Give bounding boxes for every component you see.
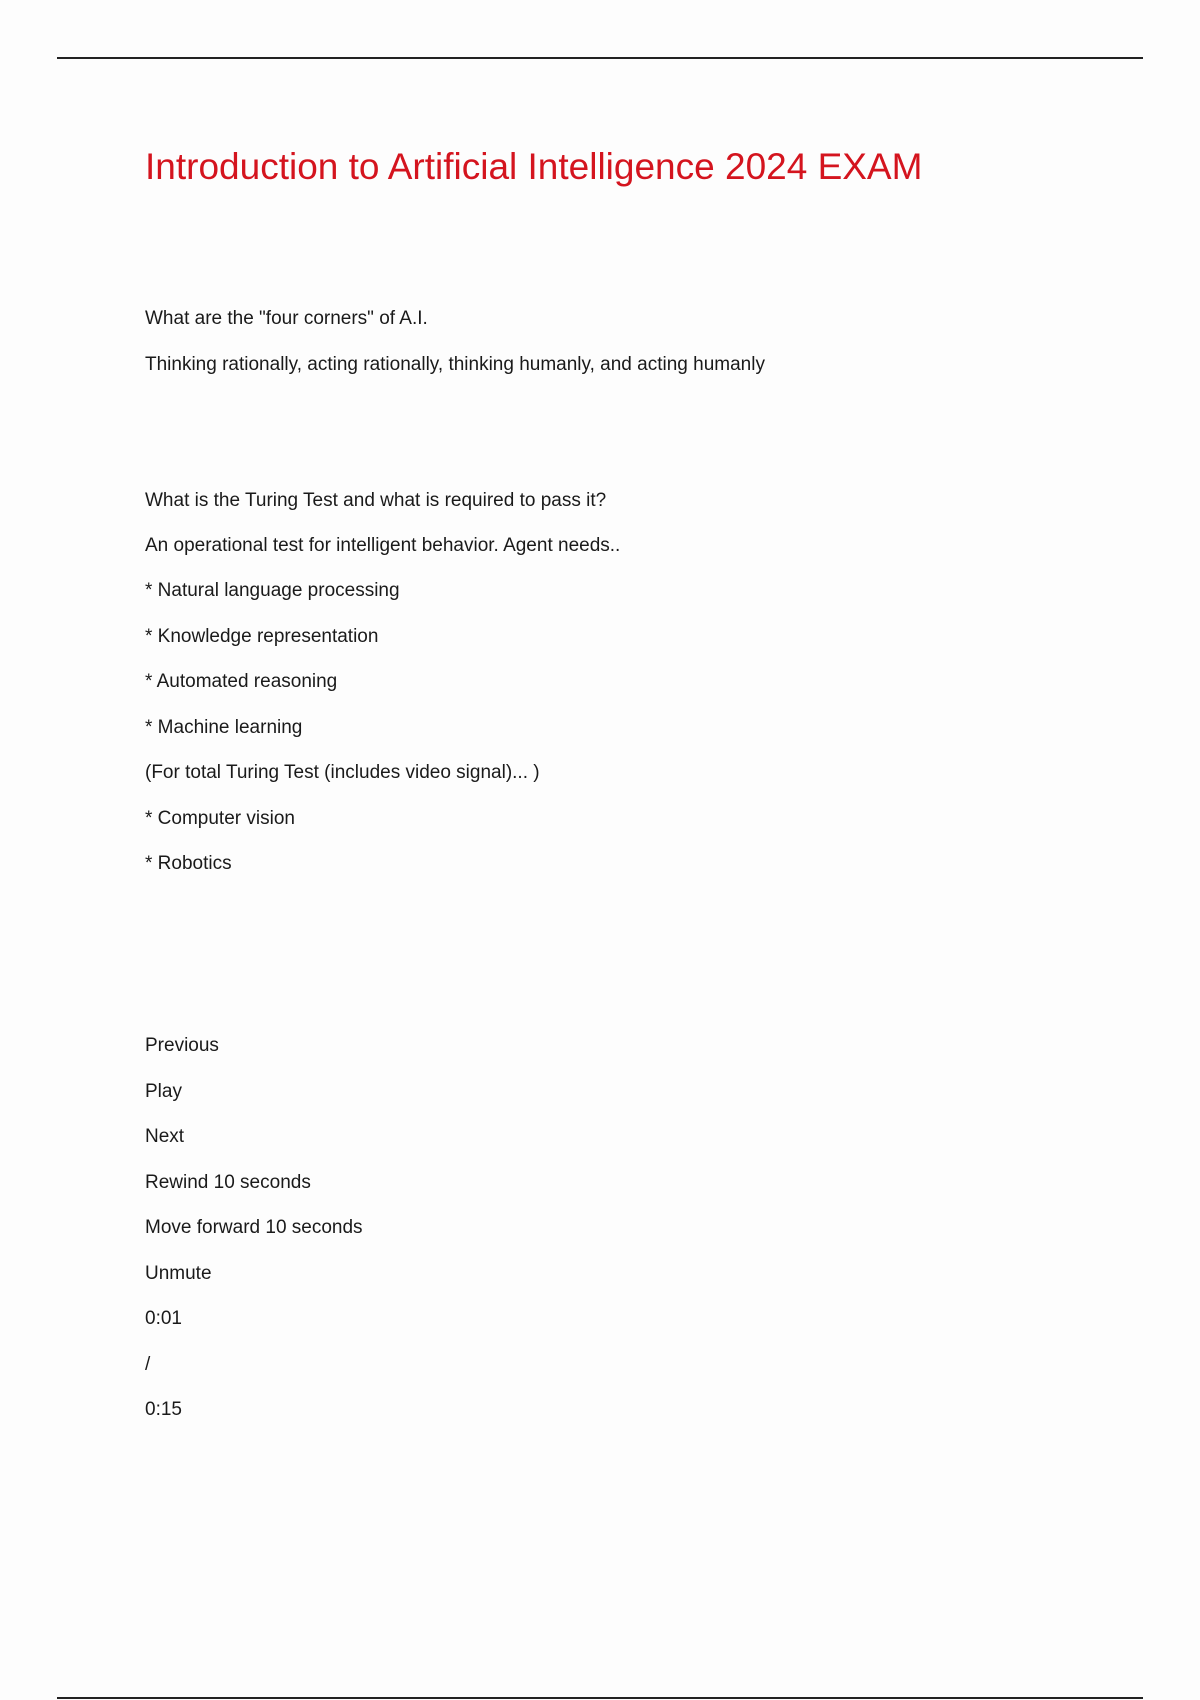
media-play-label: Play: [145, 1081, 182, 1102]
list-item: * Automated reasoning: [145, 671, 338, 692]
media-forward-label: Move forward 10 seconds: [145, 1217, 363, 1238]
answer-four-corners: Thinking rationally, acting rationally, thinking humanly, and acting humanly: [145, 354, 765, 375]
media-unmute-label: Unmute: [145, 1263, 212, 1284]
answer-turing-test-intro: An operational test for intelligent behavior. Agent needs..: [145, 535, 621, 556]
media-next-label: Next: [145, 1126, 185, 1147]
list-item: * Knowledge representation: [145, 626, 379, 647]
list-item: * Natural language processing: [145, 580, 400, 601]
question-four-corners: What are the "four corners" of A.I.: [145, 308, 428, 329]
list-item: * Computer vision: [145, 808, 295, 829]
media-time-separator: /: [145, 1354, 151, 1375]
media-current-time: 0:01: [145, 1308, 182, 1329]
question-turing-test: What is the Turing Test and what is required to pass it?: [145, 490, 607, 511]
total-turing-test-note: (For total Turing Test (includes video signal)... ): [145, 762, 540, 783]
media-previous-label: Previous: [145, 1035, 219, 1056]
list-item: * Machine learning: [145, 717, 303, 738]
top-rule: [57, 57, 1143, 59]
document-title: Introduction to Artificial Intelligence 2024 EXAM: [145, 146, 923, 187]
bottom-rule: [57, 1697, 1143, 1699]
list-item: * Robotics: [145, 853, 232, 874]
media-rewind-label: Rewind 10 seconds: [145, 1172, 311, 1193]
media-duration: 0:15: [145, 1399, 182, 1420]
